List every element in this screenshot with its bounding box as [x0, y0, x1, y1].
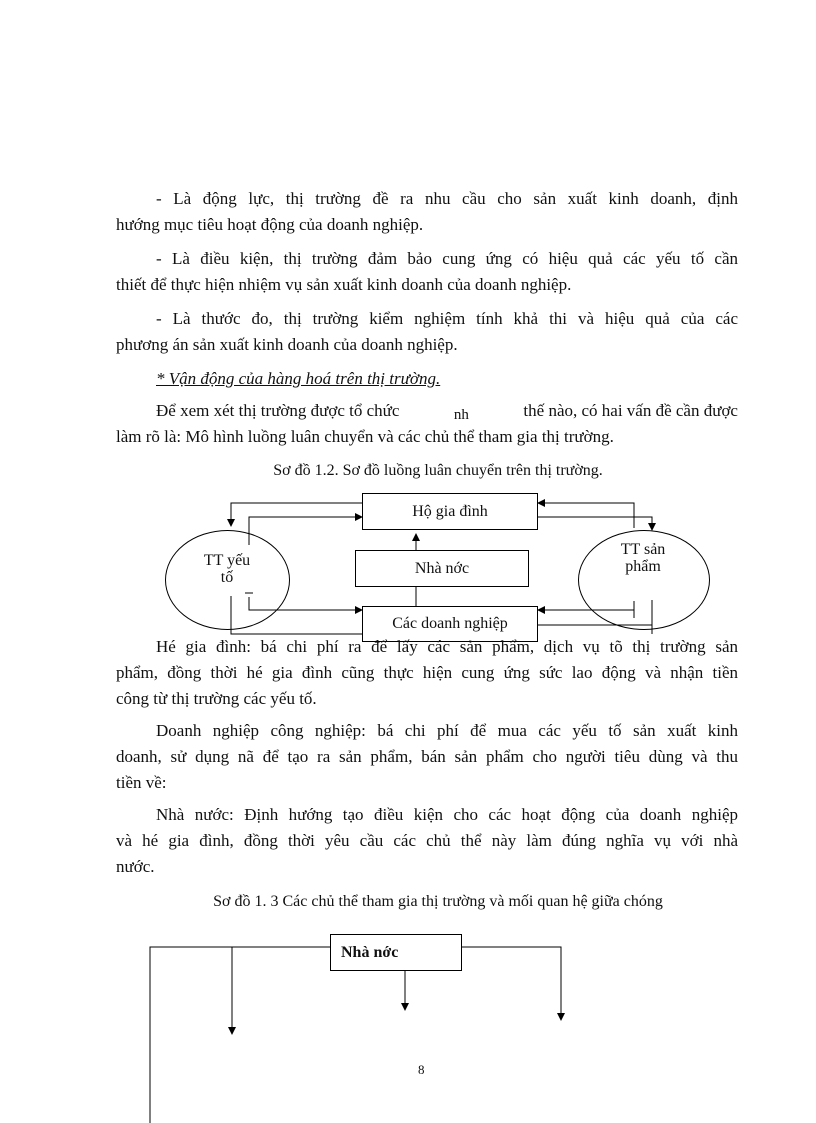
text-line: công từ thị trường các yếu tố.: [116, 689, 317, 708]
text-segment: nh: [453, 407, 469, 423]
diagram-caption: Sơ đồ 1. 3 Các chủ thể tham gia thị trường và mối quan hệ giữa chóng: [213, 893, 663, 910]
text-segment: thế nào, có hai vấn đề cần được: [523, 401, 738, 420]
connector-line: [150, 947, 330, 1123]
text-line: tiền về:: [116, 773, 167, 792]
down-arrow: [462, 947, 561, 1020]
text-line: phẩm, đồng thời hé gia đình cũng thực hiện cung ứng sức lao động và nhận tiền: [116, 663, 738, 682]
text-line: TT sản: [620, 541, 666, 558]
text-line: TT yếu: [203, 552, 251, 569]
text-line: phương án sản xuất kinh doanh của doanh nghiệp.: [116, 335, 458, 354]
text-line: hướng mục tiêu hoạt động của doanh nghiệp.: [116, 215, 424, 234]
state-box-2: [330, 934, 462, 971]
box-label: Nhà nớc: [414, 559, 470, 577]
page-number: 8: [418, 1062, 425, 1077]
text-line: Nhà nước: Định hướng tạo điều kiện cho các hoạt động của doanh nghiệp: [156, 805, 738, 824]
text-line: và hé gia đình, đồng thời yêu cầu các chủ thể này làm đúng nghĩa vụ với nhà: [116, 831, 738, 850]
box-label: Các doanh nghiệp: [392, 615, 508, 632]
box-label: Nhà nớc: [341, 943, 399, 961]
text-line: Doanh nghiệp công nghiệp: bá chi phí để mua các yếu tố sản xuất kinh: [156, 721, 738, 740]
text-line: tố: [220, 569, 234, 586]
text-segment: Để xem xét thị trường được tổ chức: [156, 401, 400, 420]
text-line: thiết để thực hiện nhiệm vụ sản xuất kinh doanh của doanh nghiệp.: [116, 275, 572, 294]
text-line: - Là thước đo, thị trường kiểm nghiệm tính khả thi và hiệu quả của các: [156, 309, 738, 328]
diagram-caption: Sơ đồ 1.2. Sơ đồ luồng luân chuyển trên thị trường.: [273, 462, 603, 479]
text-line: - Là điều kiện, thị trường đảm bảo cung ứng có hiệu quả các yếu tố cần: [156, 249, 738, 268]
section-heading: * Vận động của hàng hoá trên thị trường.: [156, 369, 441, 388]
text-line: nước.: [116, 857, 155, 876]
box-label: Hộ gia đình: [412, 502, 488, 520]
text-line: - Là động lực, thị trường đề ra nhu cầu cho sản xuất kinh doanh, định: [156, 189, 738, 208]
text-line: làm rõ là: Mô hình luồng luân chuyển và các chủ thể tham gia thị trường.: [116, 427, 614, 446]
text-line: Hé gia đình: bá chi phí ra để lấy các sản phẩm, dịch vụ tõ thị trường sản: [156, 637, 738, 656]
text-line: doanh, sử dụng nã để tạo ra sản phẩm, bán sản phẩm cho người tiêu dùng và thu: [116, 747, 738, 766]
text-line: phẩm: [625, 558, 661, 575]
